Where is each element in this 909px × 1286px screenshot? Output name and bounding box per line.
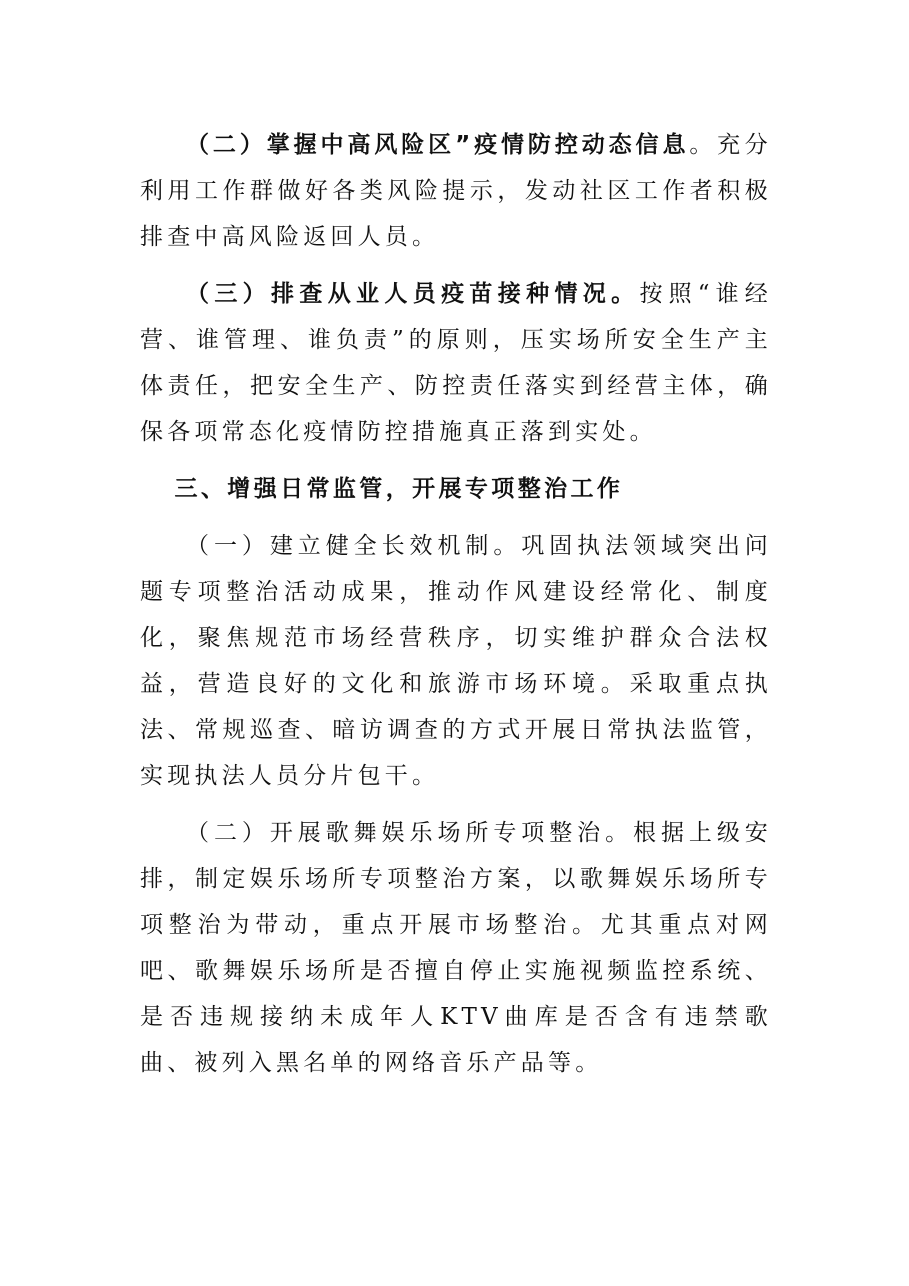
paragraph-body-text: 按照“谁经营、谁管理、谁负责”的原则，压实场所安全生产主体责任，把安全生产、防控责任落实到经营主体，确保各项常态化疫情防控措施真正落到实处。 (140, 281, 772, 445)
section-heading: 三、增强日常监管，开展专项整治工作 (174, 476, 624, 502)
paragraph-vaccination-check (140, 271, 772, 455)
paragraph-body-text: 。充分利用工作群做好各类风险提示，发动社区工作者积极排查中高风险返回人员。 (140, 132, 772, 250)
paragraph-lead-bold: （三）排查从业人员疫苗接种情况。 (186, 281, 640, 307)
document-body (140, 122, 772, 1097)
paragraph-entertainment-rectification: （二）开展歌舞娱乐场所专项整治。根据上级安排，制定娱乐场所专项整治方案，以歌舞娱乐场所专项整治为带动，重点开展市场整治。尤其重点对网吧、歌舞娱乐场所是否擅自停止实施视频监控系统、是否违规接纳未成年人KTV曲库是否含有违禁歌曲、被列入黑名单的网络音乐产品等。 (140, 820, 772, 1076)
paragraph-lead-bold: （二）掌握中高风险区”疫情防控动态信息 (186, 132, 690, 158)
paragraph-long-term-mechanism: （一）建立健全长效机制。巩固执法领域突出问题专项整治活动成果，推动作风建设经常化、制度化，聚焦规范市场经营秩序，切实维护群众合法权益，营造良好的文化和旅游市场环境。采取重点执法、常规巡查、暗访调查的方式开展日常执法监管，实现执法人员分片包干。 (140, 533, 772, 789)
paragraph-risk-area-info (140, 122, 772, 260)
